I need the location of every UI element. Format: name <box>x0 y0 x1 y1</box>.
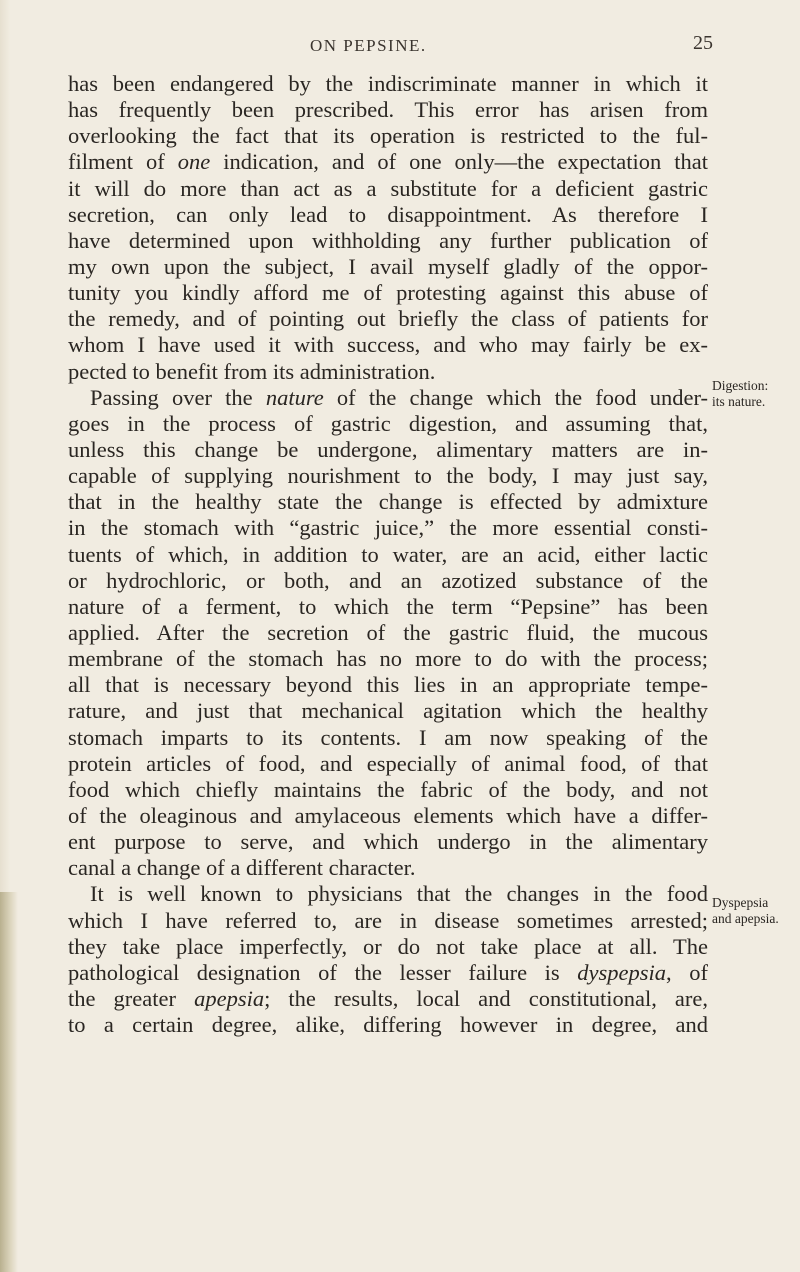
text-line: in the stomach with “gastric juice,” the more essential consti- <box>68 515 708 541</box>
text-line: food which chiefly maintains the fabric of the body, and not <box>68 776 708 802</box>
text-line: or hydrochloric, or both, and an azotized substance of the <box>68 567 708 593</box>
text-line: whom I have used it with success, and who may fairly be ex- <box>68 332 708 358</box>
margin-note-line: its nature. <box>712 394 766 409</box>
text-line: they take place imperfectly, or do not take place at all. The <box>68 933 708 959</box>
text-line: stomach imparts to its contents. I am now speaking of the <box>68 724 708 750</box>
text-line: It is well known to physicians that the changes in the food <box>90 881 708 907</box>
text-line: canal a change of a different character. <box>68 855 416 881</box>
text-line: Passing over the nature of the change which the food under- <box>90 384 708 410</box>
text-line: my own upon the subject, I avail myself gladly of the oppor- <box>68 253 708 279</box>
text-line: secretion, can only lead to disappointment. As therefore I <box>68 201 708 227</box>
margin-note-line: Digestion: <box>712 378 769 393</box>
text-line: of the oleaginous and amylaceous elements which have a differ- <box>68 802 708 828</box>
text-line: rature, and just that mechanical agitation which the healthy <box>68 698 708 724</box>
running-head: ON PEPSINE. <box>310 36 427 55</box>
text-line: all that is necessary beyond this lies in an appropriate tempe- <box>68 672 708 698</box>
text-line: membrane of the stomach has no more to do with the process; <box>68 646 708 672</box>
body-text <box>68 71 708 1038</box>
text-line: it will do more than act as a substitute for a deficient gastric <box>68 175 708 201</box>
text-line: to a certain degree, alike, differing however in degree, and <box>68 1012 708 1038</box>
text-line: the greater apepsia; the results, local and constitutional, are, <box>68 985 708 1011</box>
margin-note-digestion <box>712 378 768 410</box>
text-line: which I have referred to, are in disease sometimes arrested; <box>68 907 708 933</box>
text-line: has been endangered by the indiscriminate manner in which it <box>68 71 708 96</box>
text-line: capable of supplying nourishment to the body, I may just say, <box>68 463 708 489</box>
margin-note-line: Dyspepsia <box>712 895 769 910</box>
text-line: nature of a ferment, to which the term “Pepsine” has been <box>68 593 708 619</box>
text-line: has frequently been prescribed. This error has arisen from <box>68 97 708 123</box>
text-line: that in the healthy state the change is effected by admixture <box>68 489 708 515</box>
margin-note-dyspepsia <box>712 895 779 927</box>
text-line: unless this change be undergone, alimentary matters are in- <box>68 436 708 462</box>
text-line: tuents of which, in addition to water, are an acid, either lactic <box>68 541 708 567</box>
text-line: protein articles of food, and especially of animal food, of that <box>68 750 708 776</box>
text-line: tunity you kindly afford me of protesting against this abuse of <box>68 280 708 306</box>
text-line: filment of one indication, and of one only—the expectation that <box>68 149 708 175</box>
text-line: the remedy, and of pointing out briefly the class of patients for <box>68 306 708 332</box>
text-line: have determined upon withholding any further publication of <box>68 227 708 253</box>
margin-note-line: and apepsia. <box>712 911 779 926</box>
text-line: overlooking the fact that its operation is restricted to the ful- <box>68 123 708 149</box>
text-line: ent purpose to serve, and which undergo in the alimentary <box>68 829 708 855</box>
text-line: pathological designation of the lesser failure is dyspepsia, of <box>68 959 708 985</box>
text-line: applied. After the secretion of the gastric fluid, the mucous <box>68 619 708 645</box>
text-line: goes in the process of gastric digestion, and assuming that, <box>68 410 708 436</box>
page-edge-stain <box>0 892 18 1272</box>
text-line: pected to benefit from its administration. <box>68 358 436 384</box>
page-number: 25 <box>693 32 713 54</box>
